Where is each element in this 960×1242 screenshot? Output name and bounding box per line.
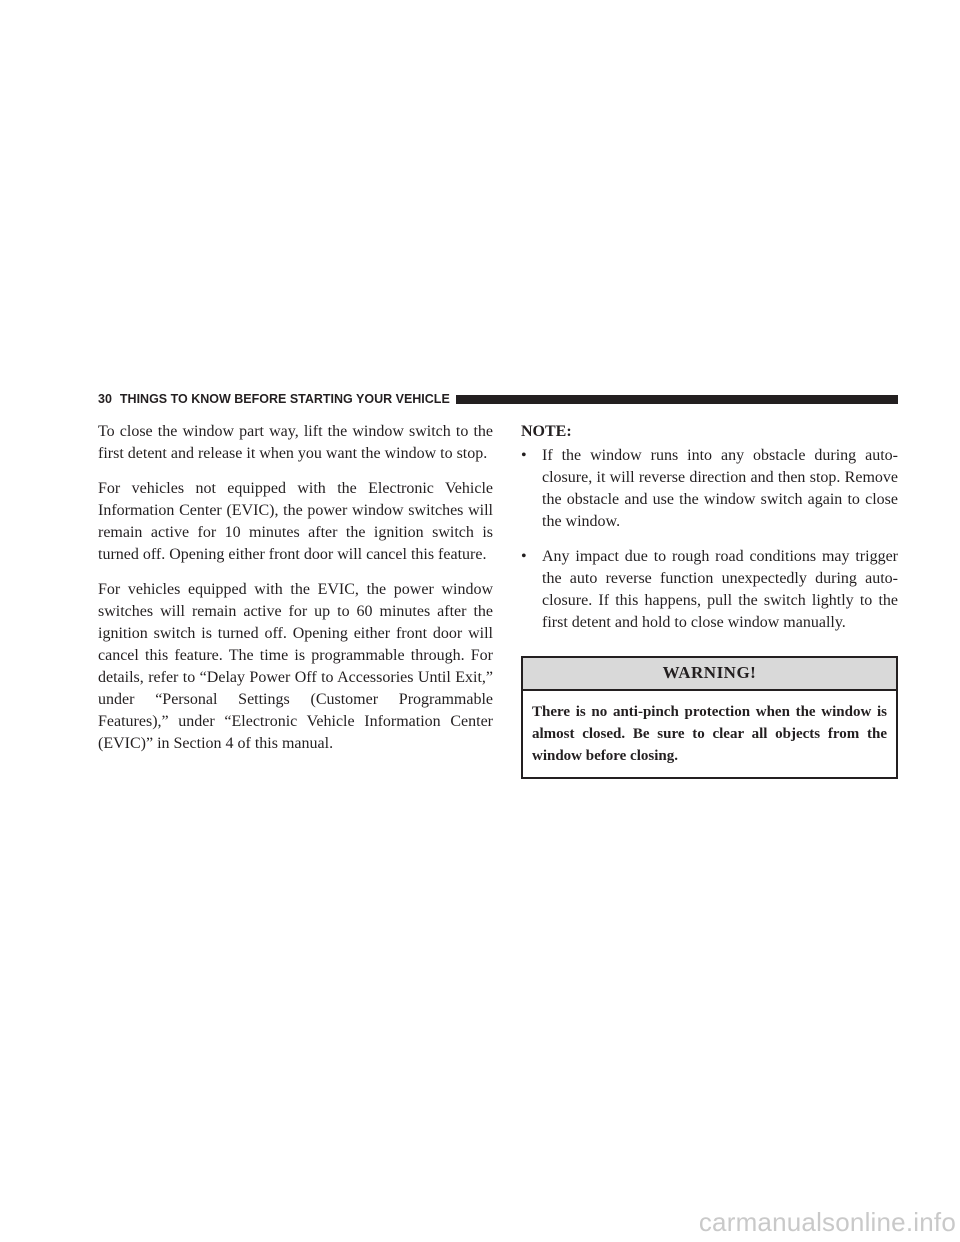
bullet-text: Any impact due to rough road conditions may trigger the auto reverse function unexpectedly during auto-closure. If this happens, pull the switch lightly to the first detent and hold to close window manually. — [542, 548, 898, 631]
bullet-icon: • — [521, 447, 527, 464]
paragraph: For vehicles equipped with the EVIC, the power window switches will remain active for up to 60 minutes after the ignition switch is turned off. Opening either front door will cancel this feature. The time is programmable through. For details, refer to “Delay Power Off to Accessories Until Exit,” under “Personal Settings (Customer Programmable Features),” under “Electronic Vehicle Information Center (EVIC)” in Section 4 of this manual. — [98, 581, 493, 752]
paragraph: For vehicles not equipped with the Electronic Vehicle Information Center (EVIC), the power window switches will remain active for 10 minutes after the ignition switch is turned off. Opening either front door will cancel this feature. — [98, 480, 493, 563]
page-number: 30 — [98, 392, 112, 406]
bullet-text: If the window runs into any obstacle during auto-closure, it will reverse direction and then stop. Remove the obstacle and use the window switch again to close the window. — [542, 447, 898, 530]
header-rule — [456, 395, 898, 404]
paragraph: To close the window part way, lift the window switch to the first detent and release it when you want the window to stop. — [98, 423, 493, 462]
watermark: carmanualsonline.info — [698, 1207, 956, 1237]
warning-title: WARNING! — [523, 658, 896, 691]
warning-text: There is no anti-pinch protection when the window is almost closed. Be sure to clear all objects from the window before closing. — [532, 704, 887, 764]
right-column — [521, 421, 898, 779]
note-bullet-item — [521, 546, 898, 634]
bullet-icon: • — [521, 548, 527, 565]
note-bullet-item — [521, 445, 898, 533]
warning-box — [521, 656, 898, 779]
note-label: NOTE: — [521, 423, 572, 440]
section-title: THINGS TO KNOW BEFORE STARTING YOUR VEHICLE — [119, 392, 450, 406]
page-header — [98, 390, 898, 408]
left-column — [98, 421, 493, 768]
